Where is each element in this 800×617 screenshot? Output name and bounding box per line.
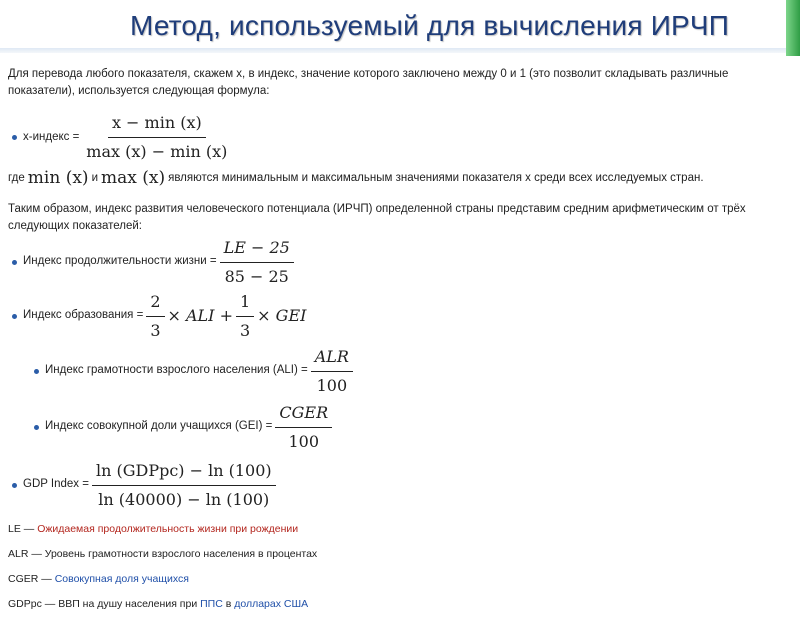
edu-f2-numerator: 1: [236, 290, 254, 317]
legend-alr: [8, 542, 798, 567]
edu-f1-denominator: 3: [150, 320, 161, 340]
legend-cger: [8, 567, 798, 592]
legend-cger-term: CGER —: [8, 573, 52, 585]
max-expression: max (x): [101, 167, 166, 188]
where-prefix: где: [8, 171, 25, 184]
ali-index-fraction: [311, 345, 353, 398]
gei-index-formula: [34, 399, 798, 455]
bullet-icon: [34, 369, 39, 374]
gdp-index-numerator: ln (GDPpc) − ln (100): [92, 459, 276, 486]
legend-le-term: LE —: [8, 523, 35, 535]
bullet-icon: [12, 314, 17, 319]
slide-title: Метод, используемый для вычисления ИРЧП: [130, 10, 730, 41]
x-index-numerator: x − min (x): [108, 111, 206, 138]
edu-term-2: × GEI: [257, 306, 307, 325]
life-index-numerator: LE − 25: [220, 236, 294, 263]
x-index-fraction: [82, 111, 231, 164]
header-divider: [0, 48, 786, 53]
legend-gdppc-desc: ВВП на душу населения при: [58, 598, 198, 610]
where-conj: и: [91, 171, 98, 184]
life-index-label: Индекс продолжительности жизни =: [23, 255, 217, 268]
legend-cger-link[interactable]: Совокупная доля учащихся: [54, 573, 189, 585]
gdp-index-denominator: ln (40000) − ln (100): [98, 489, 270, 509]
legend-le-link[interactable]: Ожидаемая продолжительность жизни при рождении: [37, 523, 299, 535]
x-index-denominator: max (x) − min (x): [86, 142, 228, 161]
gei-index-numerator: CGER: [275, 401, 332, 428]
slide-header: [0, 0, 800, 54]
legend-gdppc-mid: в: [225, 598, 232, 610]
legend-gdppc-term: GDPpc —: [8, 598, 56, 610]
ali-index-denominator: 100: [316, 375, 348, 395]
edu-fraction-1: [146, 290, 164, 343]
life-index-denominator: 85 − 25: [224, 266, 289, 286]
gei-index-label: Индекс совокупной доли учащихся (GEI) =: [45, 420, 273, 433]
legend-alr-desc: Уровень грамотности взрослого населения в процентах: [44, 548, 318, 560]
hdi-paragraph: Таким образом, индекс развития человеческого потенциала (ИРЧП) определенной страны представим средним арифметическим от трёх следующих показателей:: [8, 202, 746, 232]
legend-ppp-link[interactable]: ППС: [200, 598, 223, 610]
gdp-index-formula: [12, 455, 798, 515]
edu-f2-denominator: 3: [239, 320, 251, 340]
ali-index-formula: [34, 343, 798, 399]
legend-alr-term: ALR —: [8, 548, 42, 560]
x-index-label: x-индекс =: [23, 130, 80, 143]
life-index-fraction: [220, 236, 294, 289]
where-line: [8, 165, 798, 193]
article-content: [8, 66, 798, 617]
bullet-icon: [12, 135, 17, 140]
gei-index-denominator: 100: [288, 431, 320, 451]
x-index-formula: [12, 111, 798, 165]
ali-index-numerator: ALR: [311, 345, 353, 372]
edu-f1-numerator: 2: [146, 290, 164, 317]
intro-paragraph: Для перевода любого показателя, скажем x, в индекс, значение которого заключено между 0 и 1 (это позволит складывать различные показатели), используется следующая формула:: [8, 68, 729, 98]
edu-index-formula: [12, 289, 798, 343]
where-suffix: являются минимальным и максимальным значениями показателя x среди всех исследуемых стран.: [168, 171, 704, 184]
variables-legend: [8, 517, 798, 617]
gdp-index-fraction: [92, 459, 276, 512]
legend-usd-link[interactable]: долларах США: [234, 598, 309, 610]
edu-index-label: Индекс образования =: [23, 309, 144, 322]
bullet-icon: [12, 483, 17, 488]
gei-index-fraction: [275, 401, 332, 454]
legend-gdppc: [8, 592, 798, 617]
edu-term-1: × ALI +: [167, 306, 233, 325]
legend-le: [8, 517, 798, 542]
header-green-accent: [786, 0, 800, 56]
bullet-icon: [34, 425, 39, 430]
gdp-index-label: GDP Index =: [23, 478, 89, 491]
edu-fraction-2: [236, 290, 254, 343]
bullet-icon: [12, 260, 17, 265]
min-expression: min (x): [27, 167, 89, 188]
ali-index-label: Индекс грамотности взрослого населения (ALI) =: [45, 364, 308, 377]
life-index-formula: [12, 235, 798, 289]
